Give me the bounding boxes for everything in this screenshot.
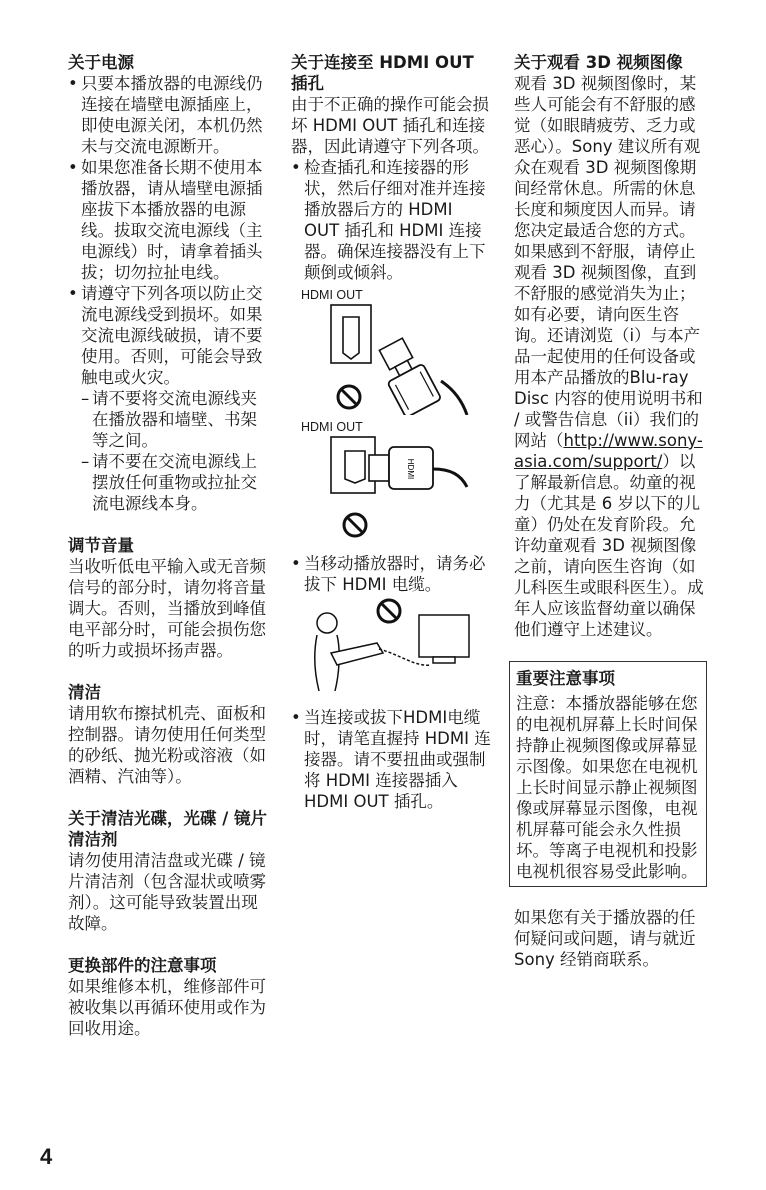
panel-outline xyxy=(331,305,371,363)
power-list xyxy=(68,73,270,514)
hdmi-list-3 xyxy=(291,707,491,812)
power-section xyxy=(68,52,270,514)
disc-cleaning-section xyxy=(68,808,270,934)
cable xyxy=(441,381,467,415)
important-text: 注意：本播放器能够在您的电视机屏幕上长时间保持静止视频图像或屏幕显示图像。如果您在电视机上长时间显示静止视频图像或屏幕显示图像，电视机屏幕可能会永久性损坏。等离子电视机和投影电视机很容易受此影响。 xyxy=(516,694,698,881)
hdmi-insert-figure-wrong-orientation xyxy=(291,435,491,545)
contact-text: 如果您有关于播放器的任何疑问或问题，请与就近 Sony 经销商联系。 xyxy=(514,908,696,969)
viewing3d-text-b: ）以了解最新信息。幼童的视力（尤其是 6 岁以下的儿童）仍处在发育阶段。允许幼童观看 3D 视频图像之前，请向医生咨询（如儿科医生或眼科医生）。成年人应该监督幼童以确保他们遵守上述建议。 xyxy=(514,452,704,639)
page-number: 4 xyxy=(40,1144,53,1169)
power-bullet-3-text: 请遵守下列各项以防止交流电源线受到损坏。如果交流电源线破损，请不要使用。否则，可能会导致触电或火灾。 xyxy=(81,284,263,387)
viewing3d-title: 关于观看 3D 视频图像 xyxy=(514,53,683,72)
hdmi-list-1 xyxy=(291,157,491,283)
hdmi-bullet-2: • 当移动播放器时，请务必拔下 HDMI 电缆。 xyxy=(291,553,491,595)
viewing3d-text-a: 观看 3D 视频图像时，某些人可能会有不舒服的感觉（如眼睛疲劳、乏力或恶心）。Sony 建议所有观众在观看 3D 视频图像期间经常休息。所需的休息长度和频度因人而异。请您决定最适合您的方式。如果感到不舒服，请停止观看 3D 视频图像，直到不舒服的感觉消失为止；如有必要，请向医生咨询。还请浏览（i）与本产品一起使用的任何设备或用本产品播放的Blu-ray Disc 内容的使用说明书和 / 或警告信息（ii）我们的网站（ xyxy=(514,74,703,450)
cleaning-section xyxy=(68,682,270,787)
column-left xyxy=(68,52,270,1060)
hdmi-bullet-3: • 当连接或拔下HDMI电缆时，请笔直握持 HDMI 连接器。请不要扭曲或强制将 HDMI 连接器插入 HDMI OUT 插孔。 xyxy=(291,707,491,812)
hdmi-bullet-1: • 检查插孔和连接器的形状，然后仔细对准并连接播放器后方的 HDMI OUT 插孔和 HDMI 连接器。确保连接器没有上下颠倒或倾斜。 xyxy=(291,157,491,283)
hdmi-intro: 由于不正确的操作可能会损坏 HDMI OUT 插孔和连接器，因此请遵守下列各项。 xyxy=(291,95,489,156)
column-middle xyxy=(291,52,491,812)
column-right xyxy=(514,52,710,970)
parts-title: 更换部件的注意事项 xyxy=(68,956,217,975)
prohibition-icon xyxy=(338,386,360,408)
hdmi-title: 关于连接至 HDMI OUT 插孔 xyxy=(291,53,474,93)
hdmi-out-label-2: HDMI OUT xyxy=(301,420,363,434)
tv-set xyxy=(419,615,469,657)
prohibition-icon xyxy=(344,514,366,536)
hdmi-list-2 xyxy=(291,553,491,595)
viewing3d-text xyxy=(514,73,710,640)
power-subbullet-2: – 请不要在交流电源线上摆放任何重物或拉扯交流电源线本身。 xyxy=(81,451,270,514)
plug-label: HDMI xyxy=(406,458,415,480)
viewing3d-section xyxy=(514,52,710,640)
person-head xyxy=(317,613,337,633)
hdmi-plug-illustration xyxy=(372,335,441,415)
volume-text: 当收听低电平输入或无音频信号的部分时，请勿将音量调大。否则，当播放到峰值电平部分时，可能会损伤您的听力或损坏扬声器。 xyxy=(68,557,266,660)
tv-and-person-illustration xyxy=(291,595,491,695)
cleaning-title: 清洁 xyxy=(68,683,101,702)
important-title: 重要注意事项 xyxy=(516,669,615,688)
prohibition-icon xyxy=(378,600,400,622)
sony-support-link[interactable]: http://www.sony-asia.com/support/ xyxy=(514,431,703,471)
parts-text: 如果维修本机，维修部件可被收集以再循环使用或作为回收用途。 xyxy=(68,977,266,1038)
hdmi-plug-illustration xyxy=(369,447,433,489)
cable xyxy=(433,469,467,487)
important-notice-box xyxy=(509,661,707,887)
disc-cleaning-text: 请勿使用清洁盘或光碟 / 镜片清洁剂（包含湿状或喷雾剂）。这可能导致装置出现故障。 xyxy=(68,851,266,933)
volume-section xyxy=(68,535,270,661)
power-subbullet-1: – 请不要将交流电源线夹在播放器和墙壁、书架等之间。 xyxy=(81,388,270,451)
power-bullet-2: • 如果您准备长期不使用本播放器，请从墙壁电源插座拔下本播放器的电源线。拔取交流电源线（主电源线）时，请拿着插头拔；切勿拉扯电线。 xyxy=(68,157,270,283)
volume-title: 调节音量 xyxy=(68,536,134,555)
disc-cleaning-title: 关于清洁光碟，光碟 / 镜片清洁剂 xyxy=(68,809,268,849)
power-bullet-3 xyxy=(68,283,270,514)
power-sublist xyxy=(81,388,270,514)
hdmi-port xyxy=(343,317,359,359)
tv-stand xyxy=(433,657,455,663)
power-bullet-1: • 只要本播放器的电源线仍连接在墙壁电源插座上，即使电源关闭，本机仍然未与交流电源断开。 xyxy=(68,73,270,157)
parts-section xyxy=(68,955,270,1039)
hdmi-insert-figure-wrong-angle xyxy=(291,303,491,415)
power-title: 关于电源 xyxy=(68,53,134,72)
hdmi-port xyxy=(345,451,365,483)
hdmi-out-label-1: HDMI OUT xyxy=(301,288,363,302)
cleaning-text: 请用软布擦拭机壳、面板和控制器。请勿使用任何类型的砂纸、抛光粉或溶液（如酒精、汽油等）。 xyxy=(68,704,266,786)
